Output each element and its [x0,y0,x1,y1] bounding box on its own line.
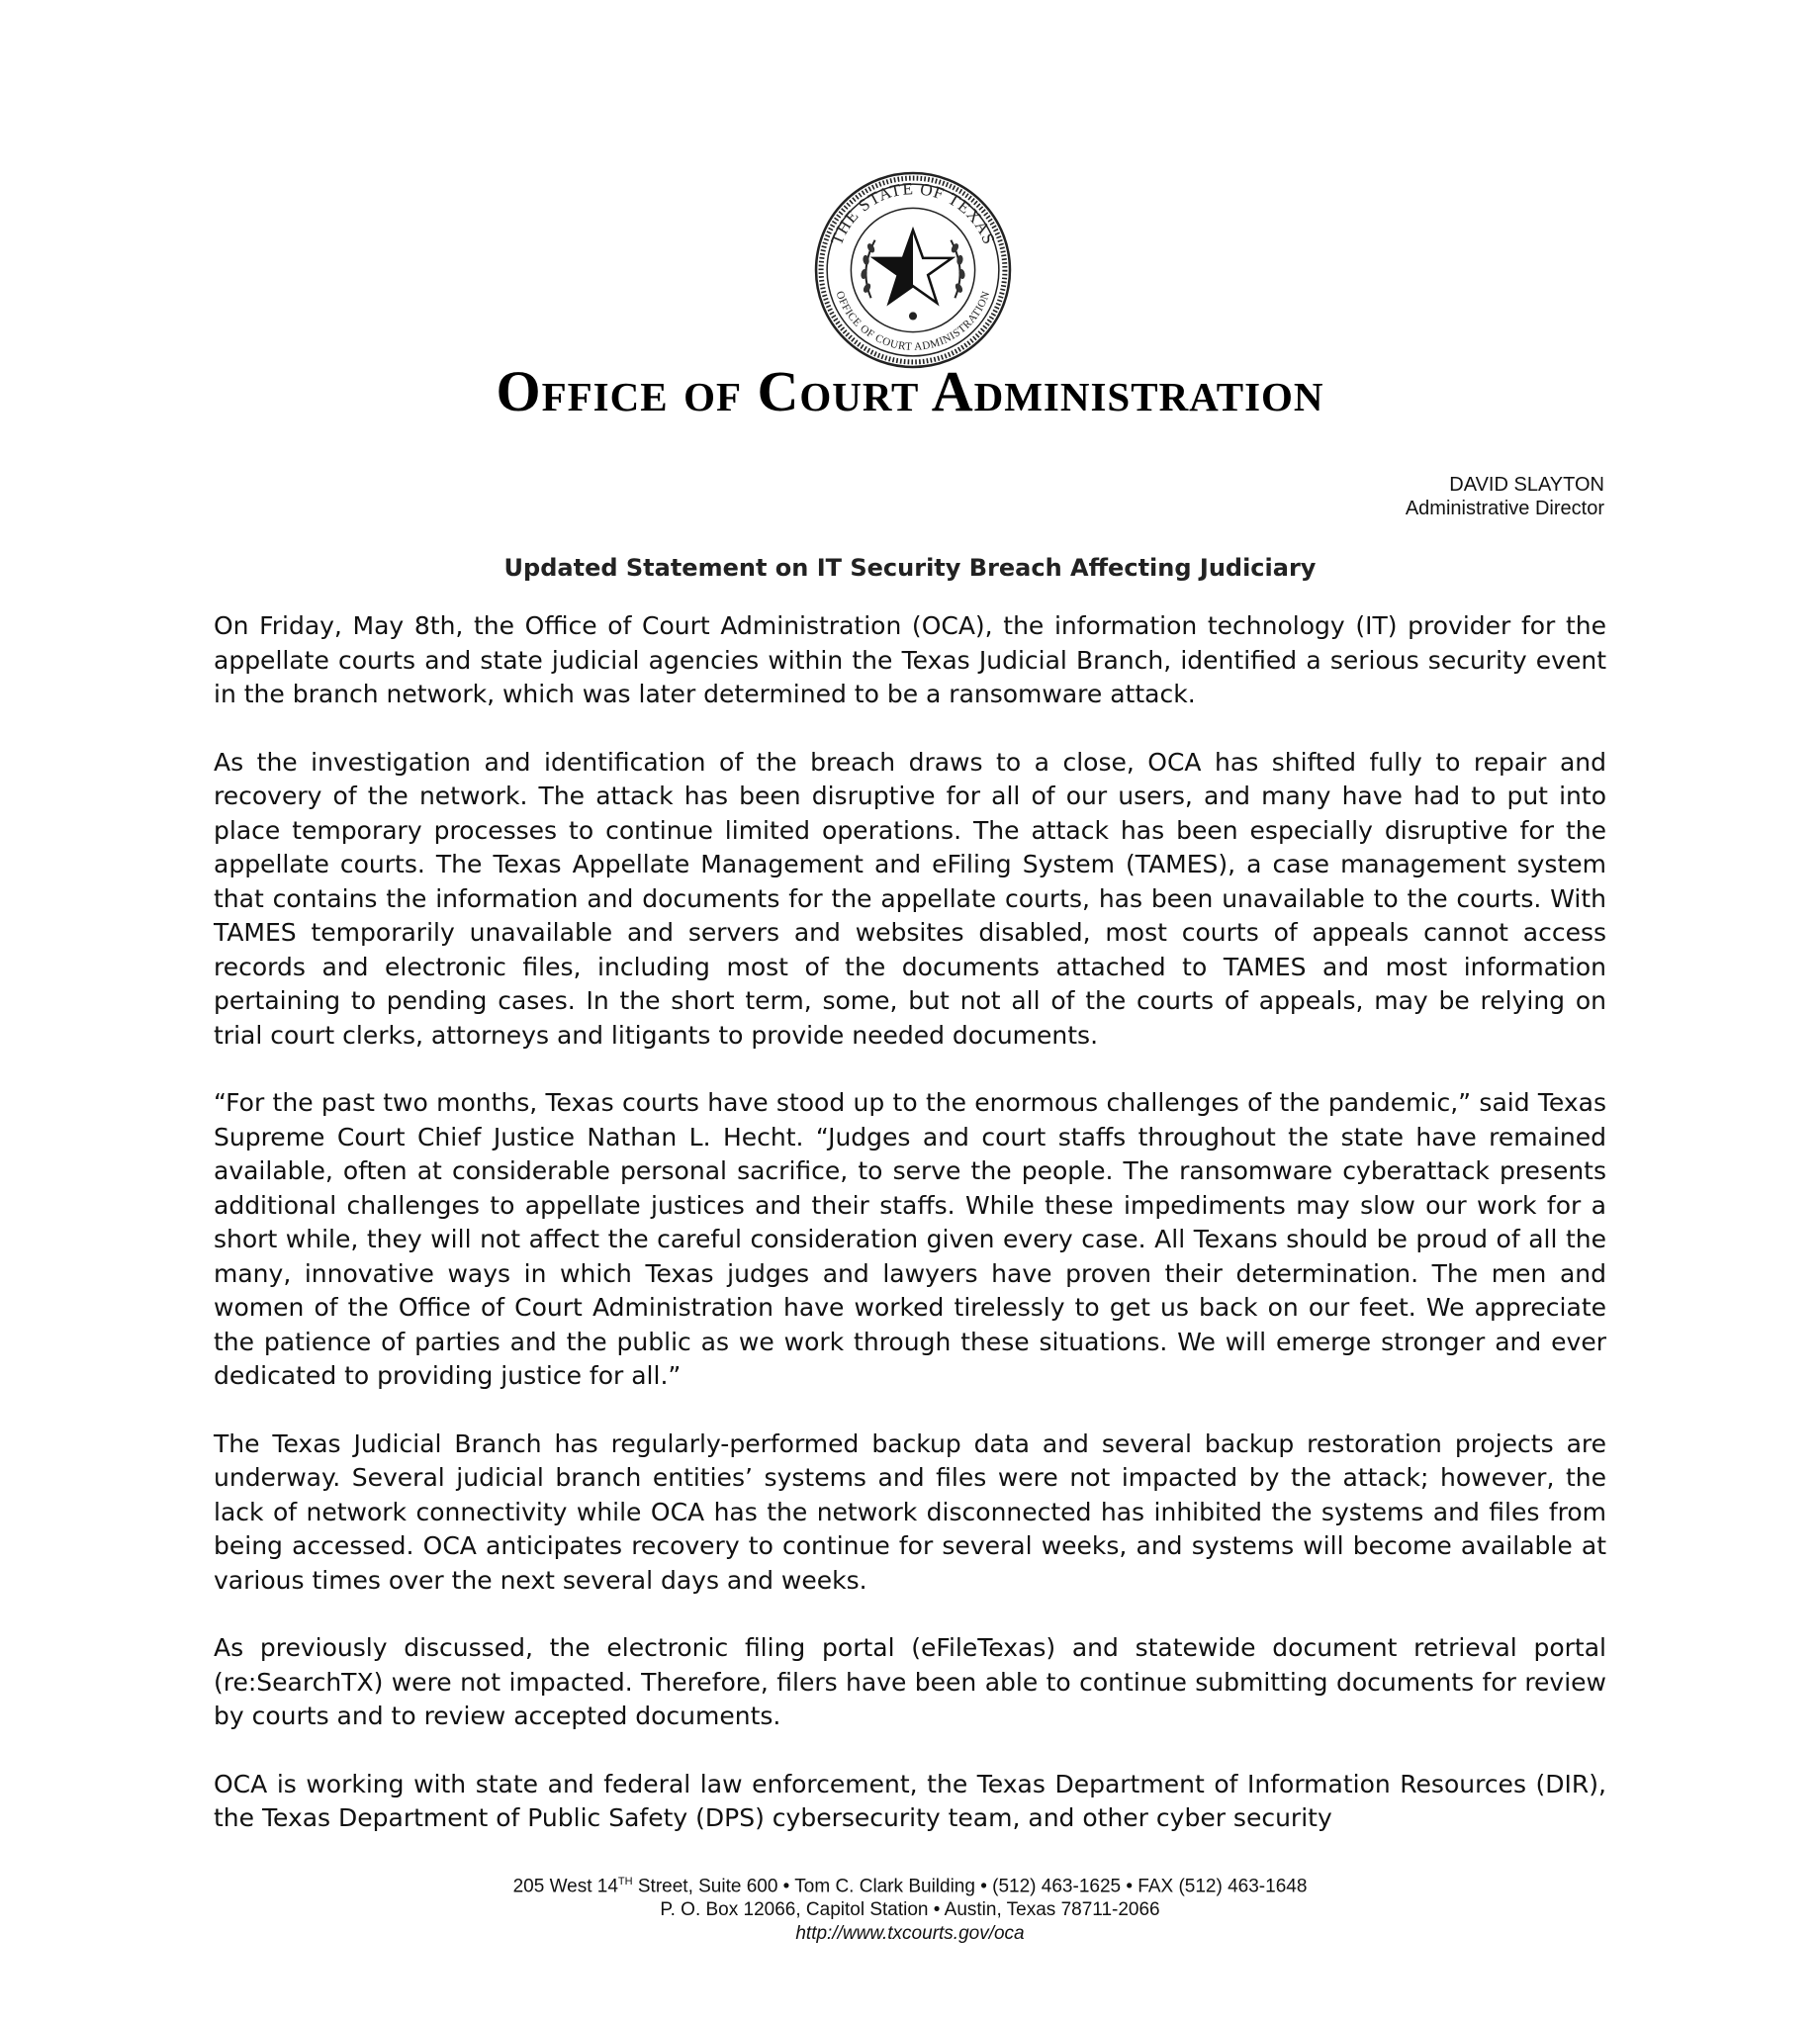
director-title: Administrative Director [1405,498,1604,519]
footer-street-sup: TH [617,1876,633,1888]
paragraph: “For the past two months, Texas courts have stood up to the enormous challenges of the pandemic,” said Texas Supreme Court Chief Justice Nathan L. Hecht. “Judges and court staffs throughout the state have remained available, often at considerable personal sacrifice, to serve the people. The ransomware cyberattack presents additional challenges to appellate justices and their staffs. While these impediments may slow our work for a short while, they will not affect the careful consideration given every case. All Texans should be proud of all the many, innovative ways in which Texas judges and lawyers have proven their determination. The men and women of the Office of Court Administration have worked tirelessly to get us back on our feet. We appreciate the patience of parties and the public as we work through these situations. We will emerge stronger and ever dedicated to providing justice for all.” [214,1088,1606,1390]
footer-street-line [0,1870,1820,1898]
footer-address [0,1870,1820,1946]
footer-street-pre: 205 West 14 [512,1876,618,1897]
director-name: DAVID SLAYTON [1449,474,1604,496]
footer-po-line: P. O. Box 12066, Capitol Station • Austin, Texas 78711-2066 [660,1899,1160,1921]
texas-oca-seal [813,170,1013,370]
director-block [1406,473,1604,520]
seal-bottom-text: OFFICE OF COURT ADMINISTRATION [833,289,993,353]
seal-top-text: THE STATE OF TEXAS [827,179,999,248]
paragraph: OCA is working with state and federal law enforcement, the Texas Department of Information Resources (DIR), the Texas Department of Public Safety (DPS) cybersecurity team, and other cyber security [214,1769,1606,1832]
paragraph: As the investigation and identification of the breach draws to a close, OCA has shifted fully to repair and recovery of the network. The attack has been disruptive for all of our users, and many have had to put into place temporary processes to continue limited operations. The attack has been especially disruptive for the appellate courts. The Texas Appellate Management and eFiling System (TAMES), a case management system that contains the information and documents for the appellate courts, has been unavailable to the courts. With TAMES temporarily unavailable and servers and websites disabled, most courts of appeals cannot access records and electronic files, including most of the documents attached to TAMES and most information pertaining to pending cases. In the short term, some, but not all of the courts of appeals, may be relying on trial court clerks, attorneys and litigants to provide needed documents. [214,747,1606,1050]
office-title: Office of Court Administration [496,359,1324,423]
paragraph: On Friday, May 8th, the Office of Court Administration (OCA), the information technology (IT) provider for the appellate courts and state judicial agencies within the Texas Judicial Branch, identified a serious security event in the branch network, which was later determined to be a ransomware attack. [214,611,1606,708]
footer-street-post: Street, Suite 600 • Tom C. Clark Building • (512) 463-1625 • FAX (512) 463-1648 [632,1876,1308,1897]
footer-url-link[interactable]: http://www.txcourts.gov/oca [795,1923,1025,1945]
paragraph: As previously discussed, the electronic filing portal (eFileTexas) and statewide document retrieval portal (re:SearchTX) were not impacted. Therefore, filers have been able to continue submitting documents for review by courts and to review accepted documents. [214,1633,1606,1730]
statement-body [214,609,1606,1870]
seal-star-icon [813,170,1013,370]
statement-title: Updated Statement on IT Security Breach Affecting Judiciary [503,554,1317,582]
svg-text:THE STATE OF TEXAS [827,179,999,247]
paragraph: The Texas Judicial Branch has regularly-performed backup data and several backup restoration projects are underway. Several judicial branch entities’ systems and files were not impacted by the attack; however, the lack of network connectivity while OCA has the network disconnected has inhibited the systems and files from being accessed. OCA anticipates recovery to continue for several weeks, and systems will become available at various times over the next several days and weeks. [214,1428,1606,1595]
